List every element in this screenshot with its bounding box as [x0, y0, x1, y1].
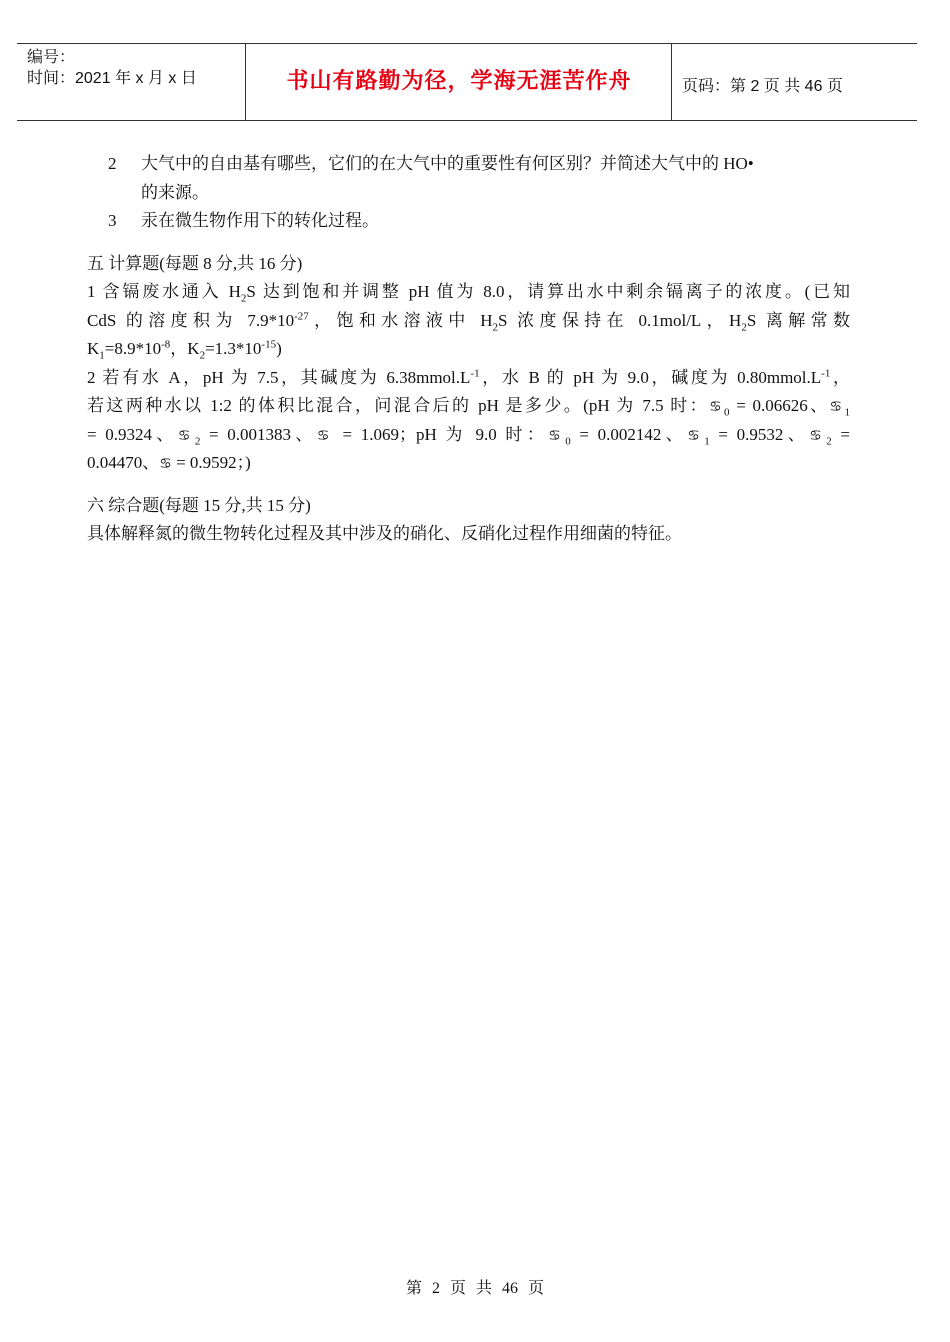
alpha-symbol: ♋ — [159, 456, 172, 472]
section-6-title: 六 综合题(每题 15 分,共 15 分) — [87, 495, 311, 515]
calc-problem-2-line-3: = 0.9324、$♋_2 = 0.001383$、♋ = 1.069；pH 为 9.0 时：$♋_0 = 0.002142$、$♋_1 = 0.9532$、$♋_2$ = — [87, 424, 850, 447]
calc-problem-1-line-2: CdS 的溶度积为 $7.9*10^{-27}$，饱和水溶液中 $H_2S$ 浓度保持在 0.1mol/L，$H_2S$ 离解常数 — [87, 309, 850, 333]
calc-problem-2-line-1: 2 若有水 A，pH 为 7.5，其碱度为 $6.38mmol.L^{-1}$，水 B 的 pH 为 9.0，碱度为 $0.80mmol.L^{-1}$， — [87, 366, 851, 387]
section-5-title: 五 计算题(每题 8 分,共 16 分) — [87, 253, 303, 273]
header-bottom-rule — [17, 120, 917, 121]
header-page-code: 页码：第 2 页 共 46 页 — [682, 78, 843, 95]
calc-problem-1-line-1: 1 含镉废水通入 $H_2S$ 达到饱和并调整 pH 值为 8.0，请算出水中剩余镉离子的浓度。(已知 — [87, 282, 850, 305]
document-body — [87, 150, 850, 549]
time-label: 时间：2021 年 x 月 x 日 — [27, 70, 197, 87]
alpha-symbol: ♋ — [316, 427, 334, 444]
alpha-symbol: ♋ — [177, 427, 195, 444]
question-3 — [87, 207, 850, 236]
question-text: 大气中的自由基有哪些，它们的在大气中的重要性有何区别？并简述大气中的 HO• — [141, 154, 754, 173]
alpha-symbol: ♋ — [687, 427, 705, 444]
question-2-line-1 — [87, 150, 850, 179]
section-6-question: 具体解释氮的微生物转化过程及其中涉及的硝化、反硝化过程作用细菌的特征。 — [87, 524, 682, 543]
question-number: 2 — [108, 154, 117, 173]
question-text: 的来源。 — [141, 182, 209, 202]
page-footer: 第 2 页 共 46 页 — [405, 1280, 544, 1297]
header-meta — [27, 47, 242, 89]
header-divider-left — [245, 43, 246, 121]
doc-number-label: 编号： — [27, 49, 76, 66]
question-number: 3 — [108, 211, 117, 230]
alpha-symbol: ♋ — [548, 427, 566, 444]
calc-problem-2-line-2: 若这两种水以 1:2 的体积比混合，问混合后的 pH 是多少。(pH 为 7.5 时：$♋_0 = 0.06626$、$♋_1$ — [87, 396, 850, 419]
header-top-rule — [17, 43, 917, 44]
question-2-line-2 — [87, 179, 850, 208]
alpha-symbol: ♋ — [829, 399, 845, 415]
alpha-symbol: ♋ — [709, 399, 725, 415]
header-motto: 书山有路勤为径，学海无涯苦作舟 — [286, 69, 632, 94]
header-divider-right — [671, 43, 672, 121]
calc-problem-2-line-4: 0.04470、♋ = 0.9592；) — [87, 453, 251, 472]
calc-problem-1-line-3: $K_1=8.9*10^{-8}$，$K_2=1.3*10^{-15}$) — [87, 338, 282, 362]
alpha-symbol: ♋ — [809, 427, 827, 444]
question-text: 汞在微生物作用下的转化过程。 — [141, 211, 379, 230]
